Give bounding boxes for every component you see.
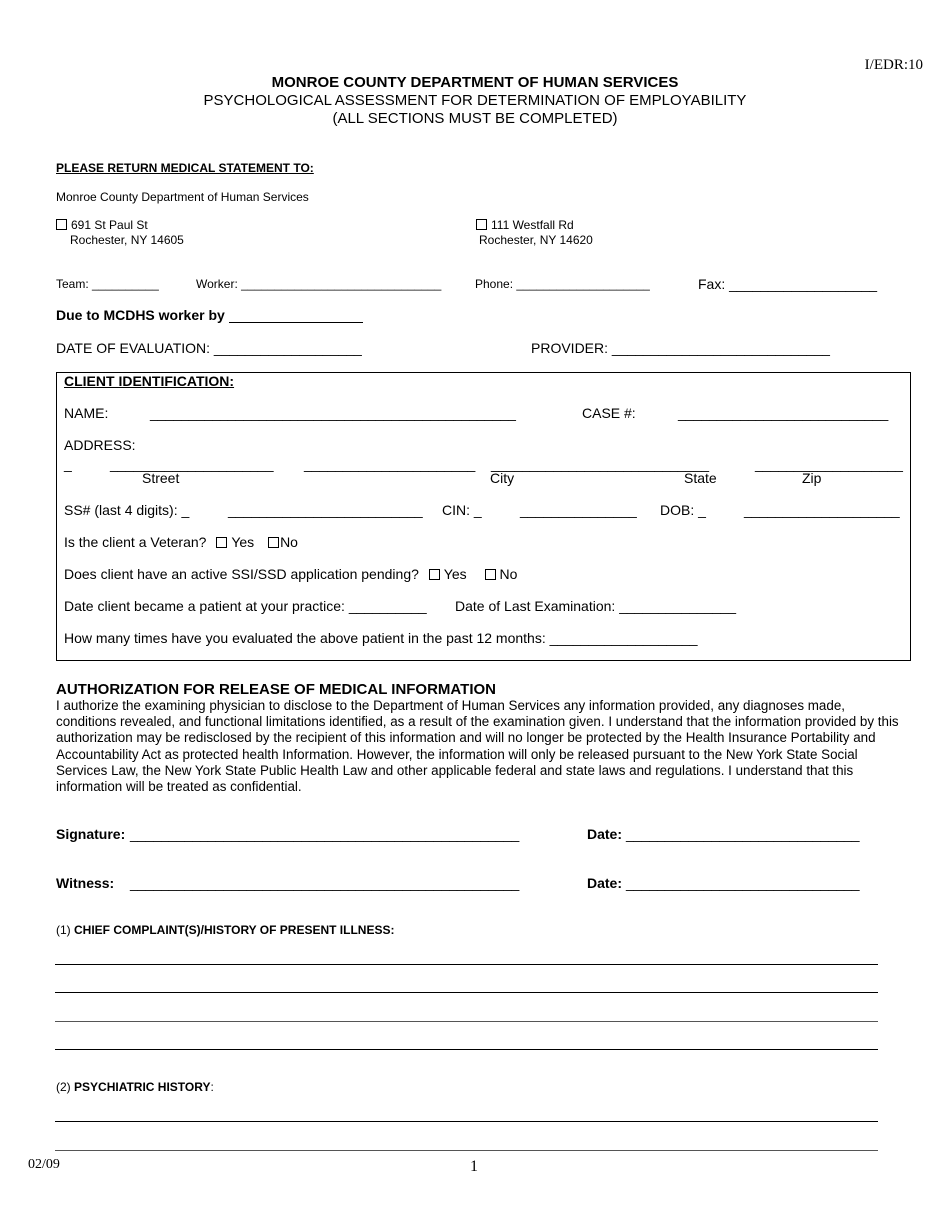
zip-caption: Zip (802, 470, 822, 486)
dob-label: DOB: _ (660, 502, 706, 518)
times-evaluated-field[interactable]: How many times have you evaluated the above patient in the past 12 months: ___________________ (64, 630, 698, 646)
zip-input-line[interactable]: ___________________ (755, 456, 903, 472)
witness-date-input-line[interactable]: ______________________________ (626, 875, 860, 891)
phone-field[interactable]: Phone: ____________________ (475, 277, 650, 291)
form-title: PSYCHOLOGICAL ASSESSMENT FOR DETERMINATION OF EMPLOYABILITY (203, 92, 747, 109)
fax-field[interactable]: Fax: ___________________ (698, 276, 878, 292)
due-date-line[interactable] (229, 322, 363, 323)
address-line-2[interactable]: ______________________ (304, 456, 476, 472)
veteran-no-label: No (280, 534, 298, 550)
ssi-no-checkbox[interactable] (485, 569, 496, 580)
ssi-question-row (64, 566, 517, 582)
name-input-line[interactable]: _______________________________________________ (150, 405, 516, 421)
section-2-title: PSYCHIATRIC HISTORY (74, 1080, 211, 1094)
dob-input-line[interactable]: ____________________ (744, 502, 900, 518)
agency-title: MONROE COUNTY DEPARTMENT OF HUMAN SERVICES (271, 74, 679, 91)
cin-input-line[interactable]: _______________ (520, 502, 637, 518)
address-dash: _ (64, 456, 72, 472)
office1-line2: Rochester, NY 14605 (70, 233, 184, 247)
office1-line1: 691 St Paul St (71, 218, 148, 232)
last-exam-field[interactable]: Date of Last Examination: _______________ (455, 598, 736, 614)
state-caption: State (684, 470, 717, 486)
street-caption: Street (142, 470, 180, 486)
signature-label: Signature: (56, 826, 126, 842)
team-field[interactable]: Team: __________ (56, 277, 159, 291)
footer-date-code: 02/09 (28, 1157, 60, 1172)
section-1-line-3[interactable] (55, 1021, 878, 1022)
section-1-heading (56, 923, 394, 937)
ssi-yes-label: Yes (443, 566, 467, 582)
section-2-colon: : (210, 1080, 214, 1094)
cin-label: CIN: _ (442, 502, 482, 518)
return-department: Monroe County Department of Human Services (56, 190, 309, 204)
provider-field[interactable]: PROVIDER: ____________________________ (531, 340, 830, 356)
witness-label: Witness: (56, 875, 115, 891)
due-date-label: Due to MCDHS worker by (56, 307, 225, 323)
name-label: NAME: (64, 405, 109, 421)
worker-field[interactable]: Worker: ______________________________ (196, 277, 442, 291)
veteran-yes-checkbox[interactable] (216, 537, 227, 548)
section-2-number: (2) (56, 1080, 71, 1094)
section-1-line-4[interactable] (55, 1049, 878, 1050)
witness-date-label: Date: (587, 875, 623, 891)
address-label: ADDRESS: (64, 437, 136, 453)
ss-input-line[interactable]: _________________________ (228, 502, 423, 518)
ss-label: SS# (last 4 digits): _ (64, 502, 190, 518)
signature-date-label: Date: (587, 826, 623, 842)
signature-input-line[interactable]: __________________________________________________ (130, 826, 520, 842)
date-of-evaluation-field[interactable]: DATE OF EVALUATION: ___________________ (56, 340, 362, 356)
office-option-westfall[interactable] (476, 218, 574, 232)
city-caption: City (490, 470, 515, 486)
section-2-heading (56, 1080, 214, 1094)
section-2-line-1[interactable] (55, 1121, 878, 1122)
case-number-input-line[interactable]: ___________________________ (678, 405, 889, 421)
authorization-text: I authorize the examining physician to disclose to the Department of Human Services any information provided, any diagnoses made, conditions revealed, and functional limitations identified, as a result of the examination given. I understand that the information provided by this authorization may be redisclosed by the recipient of this information and will no longer be protected by the Health Insurance Portability and Accountability Act as protected health Information. However, the information will only be released pursuant to the New York State Social Services Law, the New York State Public Health Law and other applicable federal and state laws and regulations. I understand that this information will be treated as confidential. (56, 698, 899, 795)
patient-since-field[interactable]: Date client became a patient at your practice: __________ (64, 598, 427, 614)
ssi-no-label: No (499, 566, 518, 582)
office-option-st-paul[interactable] (56, 218, 148, 232)
form-subtitle: (ALL SECTIONS MUST BE COMPLETED) (332, 110, 618, 127)
ssi-yes-checkbox[interactable] (429, 569, 440, 580)
veteran-question: Is the client a Veteran? (64, 534, 207, 550)
office2-line2: Rochester, NY 14620 (479, 233, 593, 247)
section-1-number: (1) (56, 923, 71, 937)
veteran-no-checkbox[interactable] (268, 537, 279, 548)
signature-date-input-line[interactable]: ______________________________ (626, 826, 860, 842)
section-2-line-2[interactable] (55, 1150, 878, 1151)
witness-input-line[interactable]: __________________________________________________ (130, 875, 520, 891)
ssi-question: Does client have an active SSI/SSD application pending? (64, 566, 419, 582)
section-1-line-2[interactable] (55, 992, 878, 993)
veteran-question-row (64, 534, 298, 550)
section-1-title: CHIEF COMPLAINT(S)/HISTORY OF PRESENT ILLNESS: (74, 923, 395, 937)
office2-line1: 111 Westfall Rd (491, 218, 574, 232)
authorization-heading: AUTHORIZATION FOR RELEASE OF MEDICAL INFORMATION (56, 681, 496, 698)
city-input-line[interactable]: ____________________________ (491, 456, 710, 472)
office-st-paul-checkbox[interactable] (56, 219, 67, 230)
case-number-label: CASE #: (582, 405, 636, 421)
return-heading: PLEASE RETURN MEDICAL STATEMENT TO: (56, 161, 314, 175)
veteran-yes-label: Yes (231, 534, 255, 550)
client-heading: CLIENT IDENTIFICATION: (64, 373, 235, 389)
page-number: 1 (470, 1158, 478, 1175)
office-westfall-checkbox[interactable] (476, 219, 487, 230)
form-code: I/EDR:10 (864, 57, 923, 73)
street-input-line[interactable]: _____________________ (110, 456, 274, 472)
section-1-line-1[interactable] (55, 964, 878, 965)
